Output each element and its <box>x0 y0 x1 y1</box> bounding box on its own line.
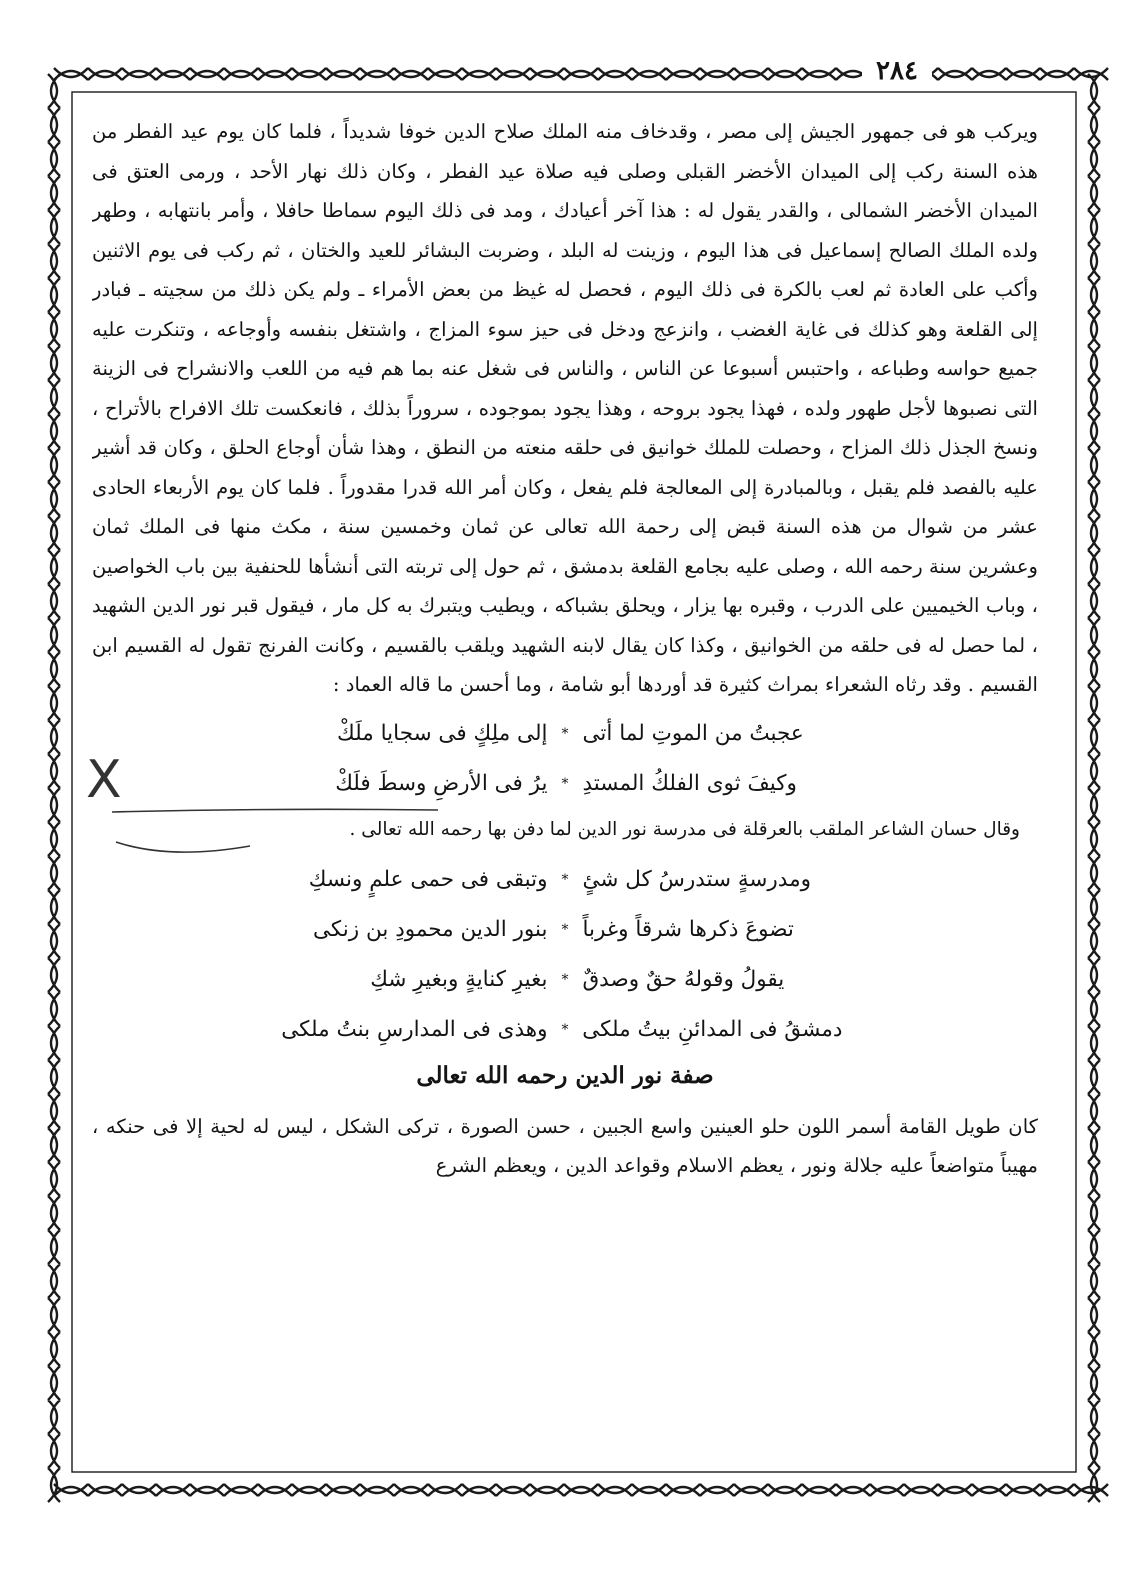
verse-first-hemistich: وكيفَ ثوى الفلكُ المستدِ <box>582 770 797 796</box>
poem-introduction: وقال حسان الشاعر الملقب بالعرقلة فى مدرسة نور الدين لما دفن بها رحمه الله تعالى . <box>349 818 1020 840</box>
verse-first-hemistich: تضوعَ ذكرها شرقاً وغرباً <box>582 916 794 942</box>
page-number: ٢٨٤ <box>862 56 932 86</box>
verse-separator: * <box>561 725 569 742</box>
closing-paragraph: كان طويل القامة أسمر اللون حلو العينين واسع الجبين ، حسن الصورة ، تركى الشكل ، ليس له لحية إلا فى حنكه ، مهيباً متواضعاً عليه جلالة ونور ، يعظم الاسلام وقواعد الدين ، ويعظم الشرع <box>92 1114 1038 1177</box>
body-paragraph: ويركب هو فى جمهور الجيش إلى مصر ، وقدخاف منه الملك صلاح الدين خوفا شديداً ، فلما كان يوم عيد الفطر من هذه السنة ركب إلى الميدان الأخضر القبلى وصلى فيه صلاة عيد الفطر ، وكان ذلك نهار الأحد ، ورمى العتق فى الميدان الأخضر الشمالى ، والقدر يقول له : هذا آخر أعيادك ، ومد فى ذلك اليوم سماطا حافلا ، وأمر بانتهابه ، وطهر ولده الملك الصالح إسماعيل فى هذا اليوم ، وزينت له البلد ، وضربت البشائر للعيد والختان ، ثم ركب فى يوم الاثنين وأكب على العادة ثم لعب بالكرة فى ذلك اليوم ، فحصل له غيظ من بعض الأمراء ـ ولم يكن ذلك من سجيته ـ فبادر إلى القلعة وهو كذلك فى غاية الغضب ، وانزعج ودخل فى حيز سوء المزاج ، واشتغل بنفسه وأوجاعه ، وتنكرت عليه جميع حواسه وطباعه ، واحتبس أسبوعا عن الناس ، والناس فى شغل عنه بما هم فيه من اللعب والانشراح فى الزينة التى نصبوها لأجل طهور ولده ، فهذا يجود بروحه ، وهذا يجود بموجوده ، سروراً بذلك ، فانعكست تلك الافراح بالأتراح ، ونسخ الجذل ذلك المزاح ، وحصلت للملك خوانيق فى حلقه منعته من النطق ، وهذا شأن أوجاع الحلق ، وكان قد أشير عليه بالفصد فلم يقبل ، وبالمبادرة إلى المعالجة فلم يفعل ، وكان أمر الله قدرا مقدوراً . فلما كان يوم الأربعاء الحادى عشر من شوال من هذه السنة قبض إلى رحمة الله تعالى عن ثمان وخمسين سنة ، مكث منها فى الملك ثمان وعشرين سنة رحمه الله ، وصلى عليه بجامع القلعة بدمشق ، ثم حول إلى تربته التى أنشأها للحنفية بين باب الخواصين ، وباب الخيميين على الدرب ، وقبره بها يزار ، ويحلق بشباكه ، ويطيب ويتبرك به كل مار ، فيقول قبر نور الدين الشهيد ، لما حصل له فى حلقه من الخوانيق ، وكذا كان يقال لابنه الشهيد ويلقب بالقسيم ، وكانت الفرنج تقول له القسيم ابن القسيم . وقد رثاه الشعراء بمراث كثيرة قد أوردها أبو شامة ، وما أحسن ما قاله العماد : <box>92 120 1038 696</box>
verse-separator: * <box>561 1021 569 1038</box>
verse-second-hemistich: إلى ملِكٍ فى سجايا ملَكْ <box>337 720 548 746</box>
verse-second-hemistich: وهذى فى المدارسِ بنتُ ملكى <box>281 1016 548 1042</box>
page-content <box>92 112 1038 1440</box>
verse-second-hemistich: وتبقى فى حمى علمٍ ونسكِ <box>308 866 548 892</box>
verse-first-hemistich: دمشقُ فى المدائنِ بيتُ ملكى <box>582 1016 843 1042</box>
section-title: صفة نور الدين رحمه الله تعالى <box>416 1061 714 1089</box>
verse-second-hemistich: بنور الدين محمودِ بن زنكى <box>313 916 548 942</box>
verse-separator: * <box>561 871 569 888</box>
margin-cross-mark: X <box>86 750 122 810</box>
verse-line <box>92 905 1038 955</box>
verse-line <box>92 955 1038 1005</box>
verse-separator: * <box>561 971 569 988</box>
verse-separator: * <box>561 921 569 938</box>
verse-separator: * <box>561 775 569 792</box>
verse-line <box>92 759 1038 809</box>
verse-first-hemistich: ومدرسةٍ ستدرسُ كل شئٍ <box>582 866 811 892</box>
verse-line <box>92 1005 1038 1055</box>
verse-second-hemistich: بغيرِ كنايةٍ وبغيرِ شكِ <box>370 966 548 992</box>
verse-first-hemistich: عجبتُ من الموتِ لما أتى <box>582 720 804 746</box>
handwritten-underline <box>110 806 440 866</box>
madrasa-poem <box>92 855 1038 1055</box>
elegy-poem <box>92 709 1038 809</box>
verse-line <box>92 709 1038 759</box>
verse-second-hemistich: يرُ فى الأرضِ وسطَ فلَكْ <box>335 770 548 796</box>
verse-first-hemistich: يقولُ وقولهُ حقٌ وصدقٌ <box>582 966 785 992</box>
